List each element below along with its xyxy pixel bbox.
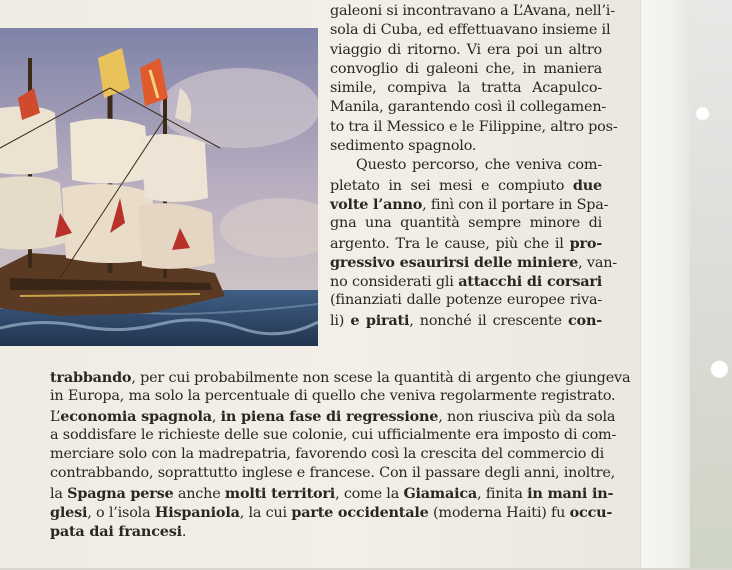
bold-span: trabbando (50, 369, 132, 386)
text-line (330, 195, 609, 214)
background-surface (690, 0, 732, 568)
text-line (330, 291, 602, 310)
bold-span: in piena fase di regressione (220, 407, 439, 425)
text-span: Manila, garantendo così il collegamen- (330, 99, 607, 116)
text-span: , non riusciva più da sola (438, 408, 616, 425)
text-line (330, 176, 602, 195)
bold-span: pro- (569, 234, 602, 252)
text-span: sola di Cuba, ed effettuavano insieme il (330, 22, 611, 39)
text-span: Questo percorso, che veniva com- (356, 157, 602, 174)
text-span: anche (173, 485, 225, 502)
text-line (330, 118, 618, 137)
text-span: viaggio di ritorno. Vi era poi un altro (330, 41, 602, 58)
text-line (330, 272, 602, 291)
bold-span: in mani in- (527, 484, 614, 502)
text-line (330, 2, 615, 21)
bold-span: Giamaica (403, 484, 478, 502)
text-line (330, 214, 602, 233)
text-span: L’ (50, 408, 61, 425)
text-line (330, 137, 602, 156)
bold-span: e pirati (350, 311, 410, 329)
text-line (50, 503, 613, 522)
text-span: , van- (578, 254, 617, 271)
text-span: gna una quantità sempre minore di (330, 215, 602, 232)
text-line (50, 464, 616, 483)
text-line (330, 234, 602, 253)
text-span: , finita (477, 485, 528, 502)
text-span: no considerati gli (330, 274, 459, 291)
column-text (330, 2, 618, 330)
text-span: convoglio di galeoni che, in maniera (330, 60, 602, 77)
text-line (50, 387, 616, 406)
bold-span: gressivo esaurirsi delle miniere (330, 253, 579, 271)
text-line (330, 21, 611, 40)
bold-span: Spagna perse (67, 484, 174, 502)
galleon-painting (0, 28, 318, 346)
full-width-text (50, 368, 631, 542)
text-span: , finì con il portare in Spa- (422, 196, 609, 213)
text-span: , o l’isola (87, 505, 155, 522)
text-span: , la cui (239, 505, 292, 522)
text-line (50, 522, 602, 541)
text-span: la (50, 485, 68, 502)
text-span: (finanziati dalle potenze europee riva- (330, 292, 602, 309)
text-span: merciare solo con la madrepatria, favorendo così la crescita del commercio di (50, 446, 605, 463)
text-span: li) (330, 312, 351, 329)
text-line (330, 60, 602, 79)
text-span: , come la (335, 485, 404, 502)
bold-span: glesi (50, 504, 88, 522)
bold-span: occu- (569, 504, 613, 522)
text-span: simile, compiva la tratta Acapulco- (330, 80, 602, 97)
text-line (330, 311, 602, 330)
text-span: in Europa, ma solo la percentuale di quello che veniva regolarmente registrato. (50, 388, 616, 405)
text-line (330, 98, 607, 117)
bold-span: parte occidentale (291, 504, 429, 522)
bold-span: attacchi di corsari (458, 273, 602, 291)
text-line (50, 407, 616, 426)
text-span: , per cui probabilmente non scese la quantità di argento che giungeva (131, 370, 631, 386)
text-span: , nonché il crescente (409, 312, 568, 329)
bold-span: due (572, 176, 602, 194)
text-span: argento. Tra le cause, più che il (330, 235, 570, 252)
text-span: a soddisfare le richieste delle sue colonie, cui ufficialmente era imposto di com- (50, 426, 617, 443)
text-line (330, 253, 617, 272)
text-span: , (211, 408, 221, 425)
text-span: pletato in sei mesi e compiuto (330, 177, 573, 194)
text-span: . (181, 524, 187, 541)
bold-span: pata dai francesi (50, 523, 182, 541)
text-line (50, 445, 605, 464)
text-line (330, 41, 602, 60)
bold-span: con- (568, 311, 602, 329)
bold-span: economia spagnola (60, 407, 212, 425)
text-span: (moderna Haiti) fu (428, 505, 570, 522)
page-edge (640, 0, 691, 568)
text-line (50, 484, 614, 503)
bold-span: Hispaniola (154, 504, 240, 522)
text-span: galeoni si incontravano a L’Avana, nell’i- (330, 3, 615, 19)
text-span: sedimento spagnolo. (330, 138, 477, 155)
bold-span: molti territori (224, 484, 336, 502)
text-span: to tra il Messico e le Filippine, altro pos- (330, 118, 618, 135)
text-line (50, 426, 617, 445)
text-span: contrabbando, soprattutto inglese e francese. Con il passare degli anni, inoltre, (50, 465, 616, 482)
text-line (330, 156, 602, 175)
bold-span: volte l’anno (330, 195, 423, 213)
text-line (330, 79, 602, 98)
text-line (50, 368, 631, 387)
